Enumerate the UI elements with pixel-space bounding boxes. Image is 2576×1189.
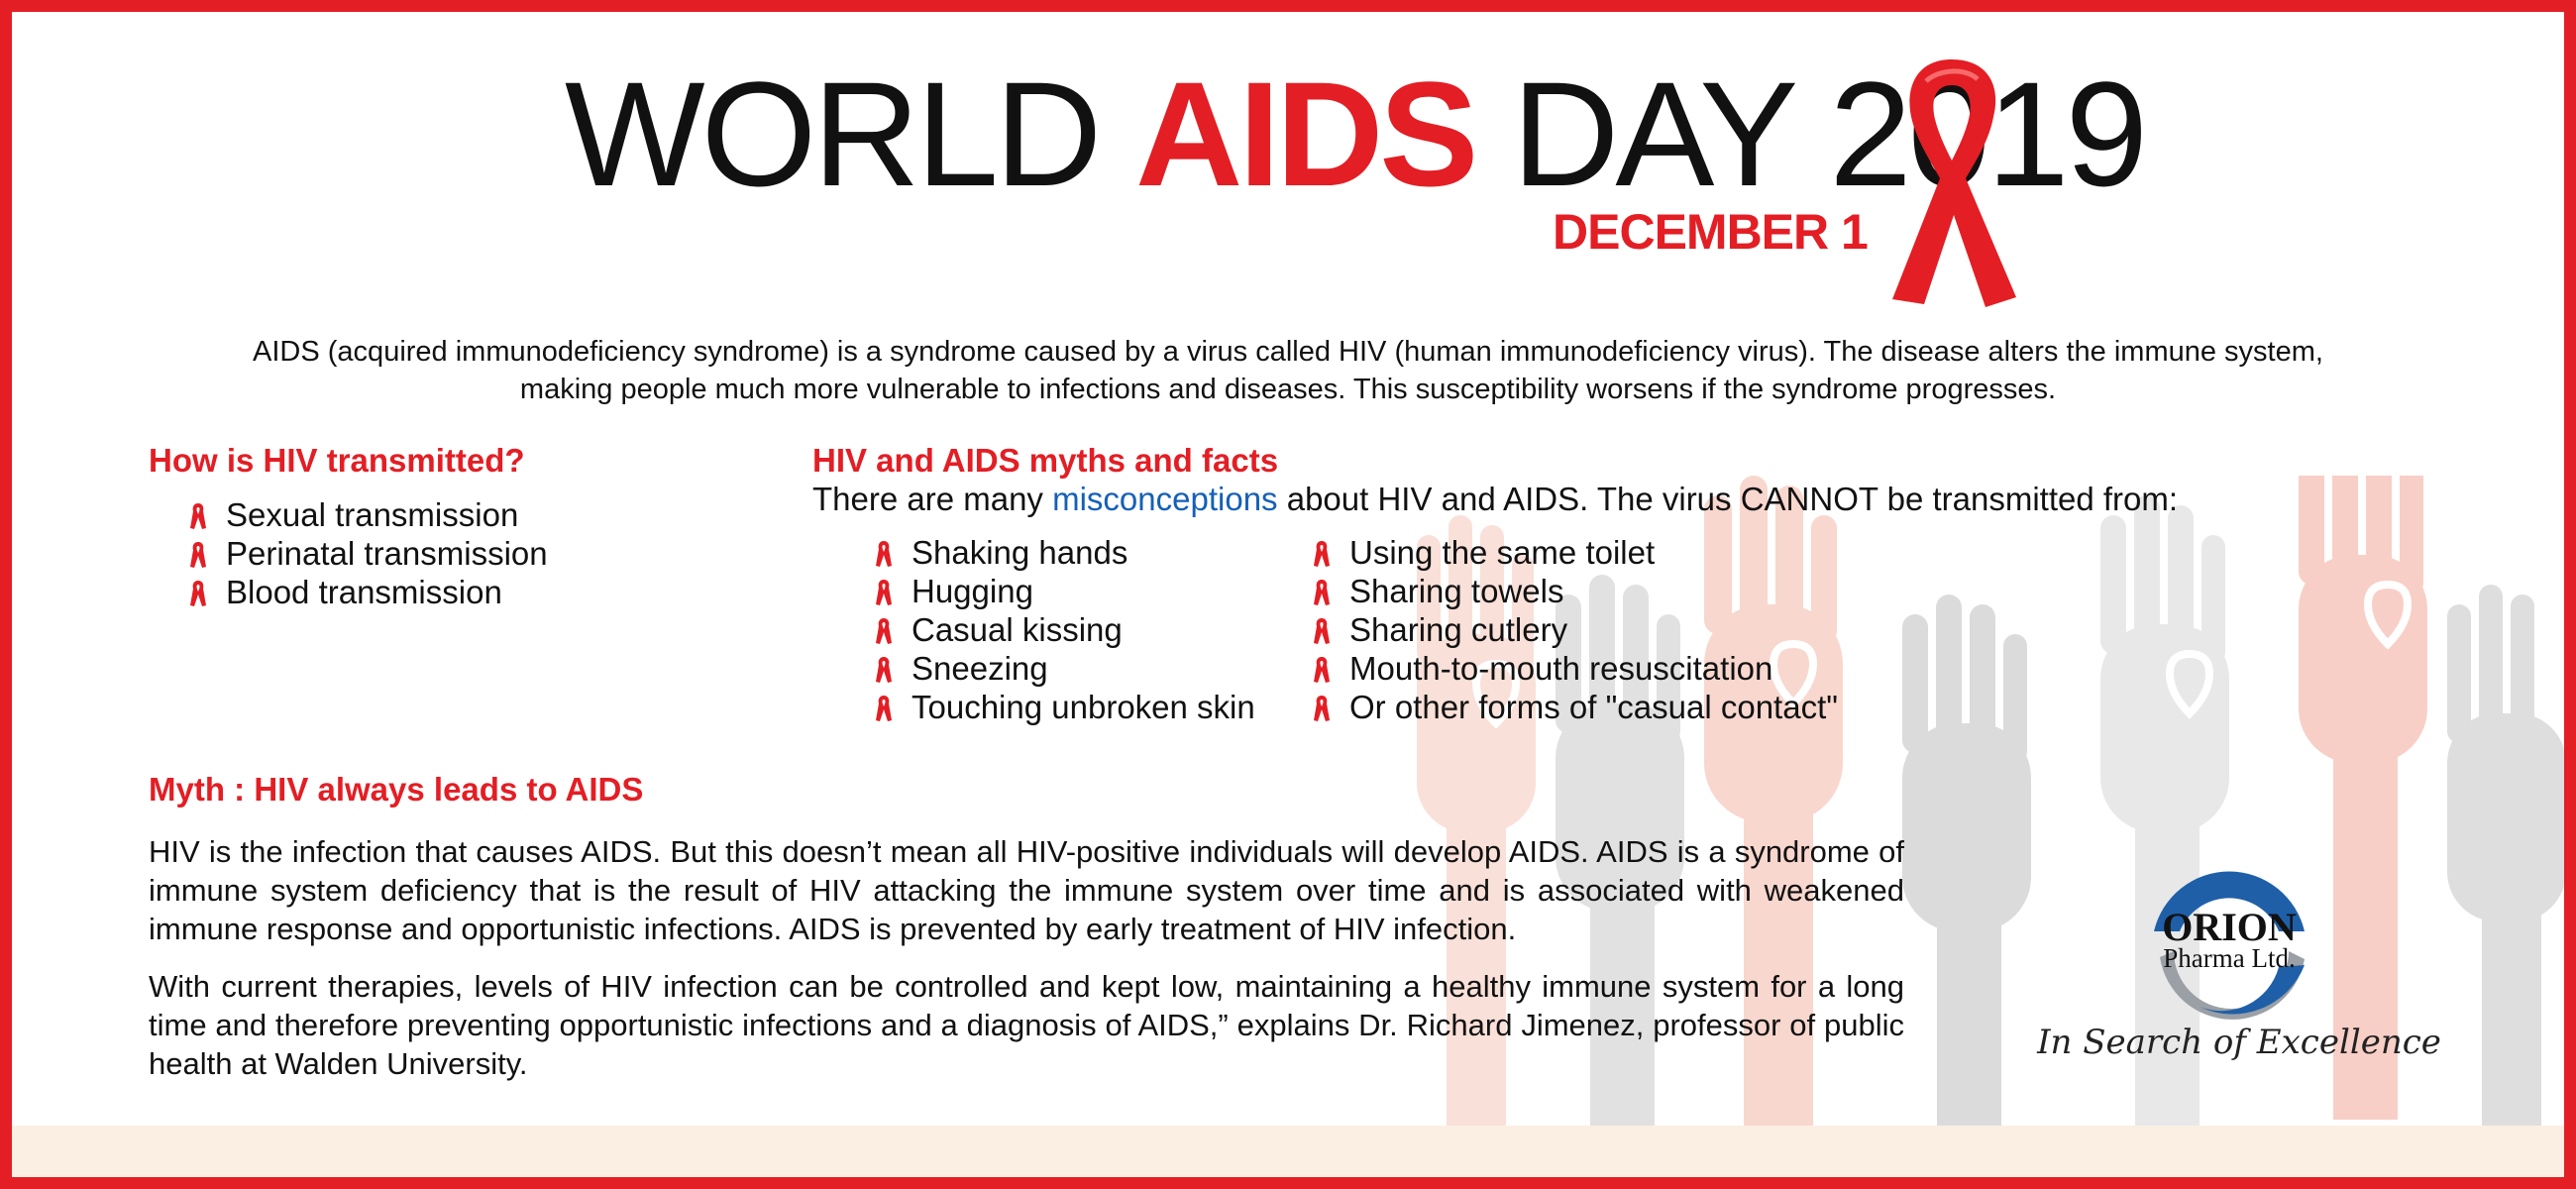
myths-facts-heading: HIV and AIDS myths and facts [812, 442, 1279, 479]
lead-post: about HIV and AIDS. The virus CANNOT be transmitted from: [1277, 481, 2179, 517]
myths-list-col1 [870, 533, 1255, 726]
list-item [870, 688, 1255, 726]
list-item-label: Sexual transmission [226, 496, 519, 533]
list-item [870, 610, 1255, 649]
list-item-label: Hugging [912, 573, 1033, 609]
list-item [1308, 649, 1838, 688]
list-item-label: Sharing cutlery [1349, 611, 1568, 648]
bottom-band [12, 1126, 2564, 1177]
logo-name: ORION [2162, 905, 2297, 949]
list-item-label: Blood transmission [226, 574, 502, 610]
list-item-label: Perinatal transmission [226, 535, 548, 572]
misconceptions-link[interactable]: misconceptions [1052, 481, 1278, 517]
list-item-label: Sharing towels [1349, 573, 1564, 609]
small-red-ribbon-icon [874, 540, 894, 568]
event-date: DECEMBER 1 [1553, 204, 1868, 260]
list-item [1308, 610, 1838, 649]
myths-list-col2 [1308, 533, 1838, 726]
small-red-ribbon-icon [874, 656, 894, 684]
intro-paragraph: AIDS (acquired immunodeficiency syndrome) is a syndrome caused by a virus called HIV (human immunodeficiency virus). The disease alters the immune system, making people much more vulnerable to infections and diseases. This susceptibility worsens if the syndrome progresses. [253, 336, 2323, 405]
myth-paragraph-2: With current therapies, levels of HIV infection can be controlled and kept low, maintaining a healthy immune system for a long time and therefore preventing opportunistic infections and a diagnosis of AIDS,” explains Dr. Richard Jimenez, professor of public health at Walden University. [149, 969, 1904, 1081]
small-red-ribbon-icon [874, 579, 894, 606]
list-item [1308, 572, 1838, 610]
myths-lead [812, 481, 2178, 518]
small-red-ribbon-icon [188, 502, 208, 530]
small-red-ribbon-icon [1312, 617, 1332, 645]
list-item-label: Casual kissing [912, 611, 1123, 648]
title-pre: WORLD [565, 51, 1135, 217]
small-red-ribbon-icon [1312, 540, 1332, 568]
list-item [1308, 688, 1838, 726]
lead-pre: There are many [812, 481, 1053, 517]
small-red-ribbon-icon [1312, 695, 1332, 722]
list-item-label: Mouth-to-mouth resuscitation [1349, 650, 1773, 687]
list-item-label: Shaking hands [912, 534, 1128, 571]
list-item-label: Using the same toilet [1349, 534, 1656, 571]
list-item [870, 649, 1255, 688]
list-item-label: Touching unbroken skin [912, 689, 1255, 725]
small-red-ribbon-icon [188, 580, 208, 607]
list-item-label: Or other forms of "casual contact" [1349, 689, 1838, 725]
list-item [184, 573, 548, 611]
small-red-ribbon-icon [1312, 579, 1332, 606]
page-title [565, 51, 2144, 217]
red-ribbon-icon [1882, 52, 2021, 311]
list-item [870, 572, 1255, 610]
transmission-list [184, 495, 548, 611]
list-item [1308, 533, 1838, 572]
title-aids: AIDS [1135, 51, 1475, 217]
list-item [184, 495, 548, 534]
list-item [870, 533, 1255, 572]
transmission-heading: How is HIV transmitted? [149, 442, 525, 479]
logo-subtitle: Pharma Ltd. [2163, 943, 2296, 973]
title-post: DAY 2019 [1474, 51, 2144, 217]
small-red-ribbon-icon [1312, 656, 1332, 684]
list-item-label: Sneezing [912, 650, 1048, 687]
logo-tagline: In Search of Excellence [2037, 1023, 2441, 1062]
title-block [565, 51, 2144, 217]
list-item [184, 534, 548, 573]
myth-heading: Myth : HIV always leads to AIDS [149, 771, 644, 808]
myth-paragraph-1: HIV is the infection that causes AIDS. But this doesn’t mean all HIV-positive individuals will develop AIDS. AIDS is a syndrome of immune system deficiency that is the result of HIV attacking the immune system over time and is associated with weakened immune response and opportunistic infections. AIDS is prevented by early treatment of HIV infection. [149, 834, 1904, 946]
small-red-ribbon-icon [874, 617, 894, 645]
small-red-ribbon-icon [188, 541, 208, 569]
small-red-ribbon-icon [874, 695, 894, 722]
